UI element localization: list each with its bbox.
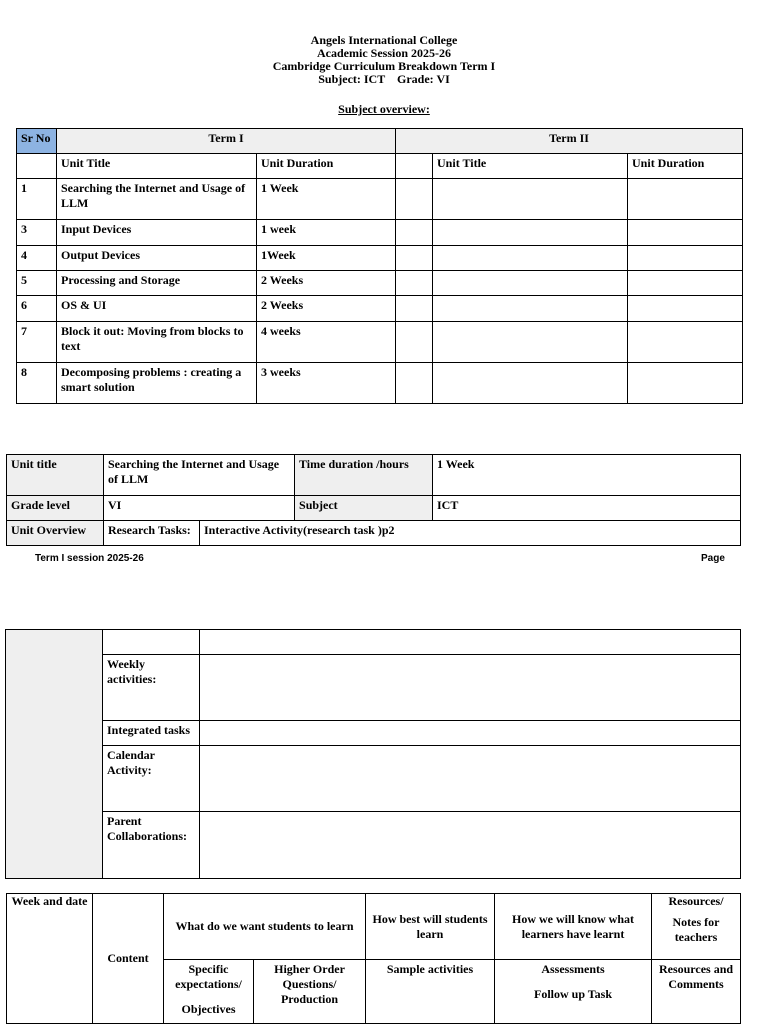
table-row	[17, 322, 743, 363]
subject-overview-table	[16, 128, 743, 404]
specific-expectations: Specific expectations/	[175, 962, 242, 991]
unit-title-header: Unit Title	[57, 154, 257, 179]
term2-header: Term II	[396, 129, 743, 154]
unit-title-cell: Searching the Internet and Usage of LLM	[57, 179, 257, 220]
curriculum-breakdown: Cambridge Curriculum Breakdown Term I	[272, 59, 496, 73]
calendar-activity-value	[200, 746, 741, 812]
unit-details-table	[6, 454, 741, 546]
higher-order-questions-header: Higher Order Questions/ Production	[254, 960, 366, 1024]
unit-duration-header: Unit Duration	[257, 154, 396, 179]
sr-cell: 7	[17, 322, 57, 363]
unit-duration-cell: 3 weeks	[257, 363, 396, 404]
weekly-activities-label: Weekly activities:	[103, 655, 200, 721]
table-row	[17, 220, 743, 246]
unit-title-cell: Output Devices	[57, 246, 257, 271]
unit-duration-cell: 1 Week	[257, 179, 396, 220]
research-tasks-label: Research Tasks:	[104, 521, 200, 546]
research-tasks-value: Interactive Activity(research task )p2	[200, 521, 741, 546]
follow-up-task: Follow up Task	[533, 987, 613, 1001]
table-row	[17, 363, 743, 404]
unit-title-cell: OS & UI	[57, 296, 257, 322]
how-know-header: How we will know what learners have learnt	[495, 894, 652, 960]
subject-grade: Subject: ICT Grade: VI	[318, 72, 450, 86]
empty-cell	[396, 154, 433, 179]
table-row	[17, 246, 743, 271]
table-row	[17, 271, 743, 296]
academic-session: Academic Session 2025-26	[317, 46, 451, 60]
footer-session: Term I session 2025-26	[35, 553, 144, 564]
sr-cell: 6	[17, 296, 57, 322]
unit-overview-label: Unit Overview	[7, 521, 104, 546]
parent-collaborations-label: Parent Collaborations:	[103, 812, 200, 879]
assessments-header	[495, 960, 652, 1024]
sr-cell: 1	[17, 179, 57, 220]
unit-title-value: Searching the Internet and Usage of LLM	[104, 455, 295, 496]
unit-title-cell: Block it out: Moving from blocks to text	[57, 322, 257, 363]
integrated-tasks-label: Integrated tasks	[103, 721, 200, 746]
calendar-activity-label: Calendar Activity:	[103, 746, 200, 812]
sr-cell: 8	[17, 363, 57, 404]
grade-level-label: Grade level	[7, 496, 104, 521]
unit-duration-header-term2: Unit Duration	[628, 154, 743, 179]
specific-expectations-header	[164, 960, 254, 1024]
unit-title-cell: Input Devices	[57, 220, 257, 246]
unit-duration-cell: 1 week	[257, 220, 396, 246]
term1-header: Term I	[57, 129, 396, 154]
unit-title-label: Unit title	[7, 455, 104, 496]
unit-overview-continued	[6, 630, 103, 879]
resources-line: Resources/	[668, 894, 724, 908]
unit-title-cell: Decomposing problems : creating a smart solution	[57, 363, 257, 404]
sample-activities-header: Sample activities	[366, 960, 495, 1024]
time-duration-value: 1 Week	[433, 455, 741, 496]
content-header: Content	[93, 894, 164, 1024]
resources-comments-header: Resources and Comments	[652, 960, 741, 1024]
subject-label: Subject	[295, 496, 433, 521]
objectives: Objectives	[181, 1002, 236, 1016]
document-header	[0, 34, 768, 86]
unit-duration-cell: 4 weeks	[257, 322, 396, 363]
activities-table	[5, 629, 741, 879]
unit-duration-cell: 2 Weeks	[257, 271, 396, 296]
table-row	[17, 296, 743, 322]
subject-value: ICT	[433, 496, 741, 521]
empty-cell	[17, 154, 57, 179]
sr-cell: 3	[17, 220, 57, 246]
what-learn-header: What do we want students to learn	[164, 894, 366, 960]
sr-cell: 5	[17, 271, 57, 296]
empty-cell	[103, 630, 200, 655]
sr-no-header: Sr No	[17, 129, 57, 154]
empty-cell	[200, 630, 741, 655]
parent-collaborations-value	[200, 812, 741, 879]
unit-title-header-term2: Unit Title	[433, 154, 628, 179]
unit-duration-cell: 1Week	[257, 246, 396, 271]
week-date-header: Week and date	[7, 894, 93, 1024]
college-name: Angels International College	[310, 33, 458, 47]
unit-duration-cell: 2 Weeks	[257, 296, 396, 322]
subject-overview-title: Subject overview:	[338, 102, 430, 116]
time-duration-label: Time duration /hours	[295, 455, 433, 496]
lesson-plan-table	[6, 893, 741, 1024]
footer-page: Page	[701, 553, 725, 564]
notes-for-teachers: Notes for teachers	[672, 915, 720, 944]
weekly-activities-value	[200, 655, 741, 721]
assessments: Assessments	[541, 962, 605, 976]
resources-header	[652, 894, 741, 960]
grade-level-value: VI	[104, 496, 295, 521]
integrated-tasks-value	[200, 721, 741, 746]
unit-title-cell: Processing and Storage	[57, 271, 257, 296]
sr-cell: 4	[17, 246, 57, 271]
how-learn-header: How best will students learn	[366, 894, 495, 960]
table-row	[17, 179, 743, 220]
